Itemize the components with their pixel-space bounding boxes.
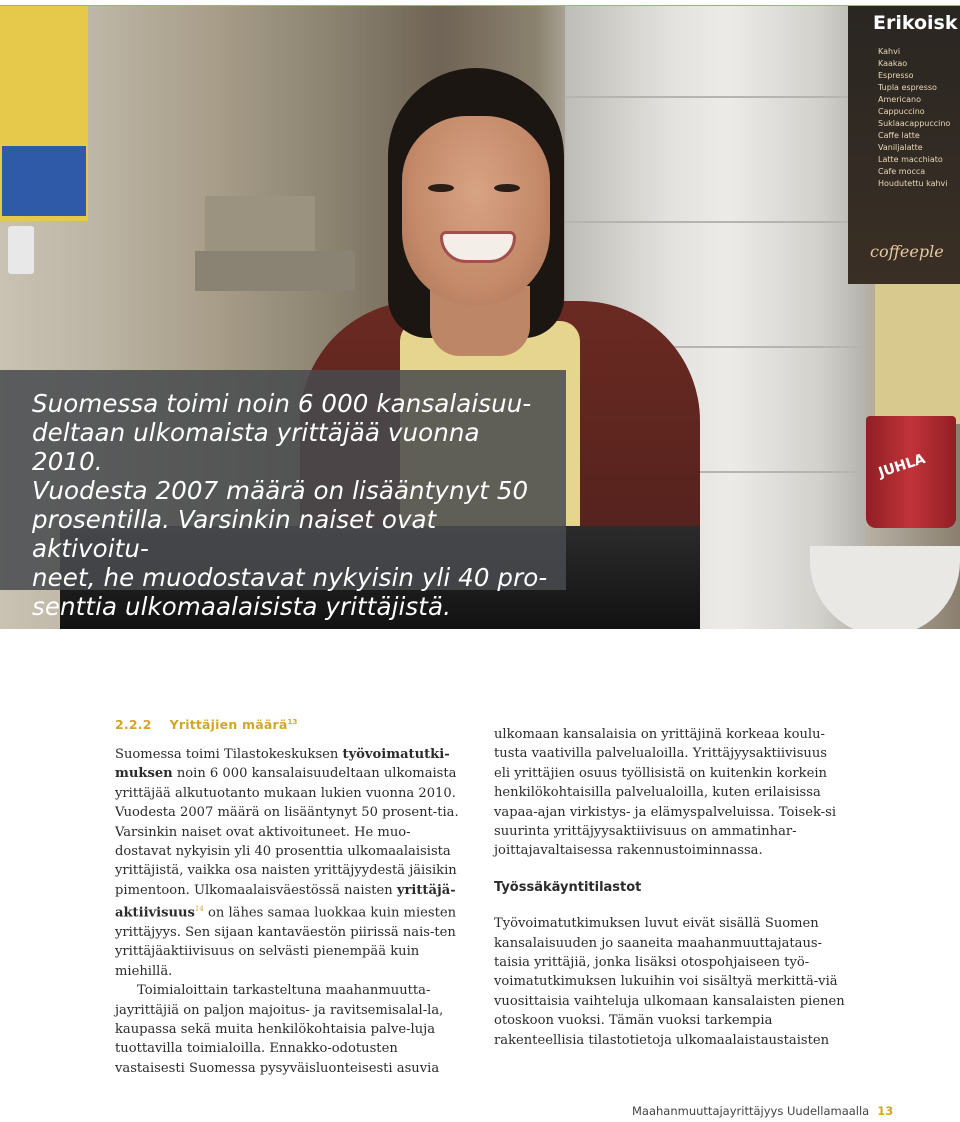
paragraph [115,745,467,981]
menu-item: Kahvi [878,47,901,56]
paragraph: Työvoimatutkimuksen luvut eivät sisällä Suomen kansalaisuuden jo saaneita maahanmuuttajataus-taisia yrittäjiä, jonka lisäksi otospohjaiseen työ-voimatutkimuksen lukuihin voi sisältyä merkittä-viä vuosittaisia vaihteluja ulkomaan kansalaisten pienen otoskoon vuoksi. Tämän vuoksi tarkempia rakenteellisia tilastotietoja ulkomaalaistaustaisten [494,916,845,1048]
caption-line: neet, he muodostavat nykyisin yli 40 pro- [32,563,548,592]
publication-title: Maahanmuuttajayrittäjyys Uudellamaalla [632,1104,870,1118]
right-eye [494,184,520,192]
page-footer [632,1104,893,1118]
menu-item: Espresso [878,71,914,80]
subheading: Työssäkäyntitilastot [494,879,642,895]
caption-line: senttia ulkomaalaisista yrittäjistä. [32,592,451,621]
wall-notice [2,146,86,216]
menu-item: Caffe latte [878,131,920,140]
side-shelf [875,284,960,424]
caption-line: Suomessa toimi noin 6 000 kansalaisuu- [32,389,532,418]
menu-item: Americano [878,95,921,104]
section-title: Yrittäjien määrä [169,717,288,732]
caption-line: deltaan ulkomaista yrittäjää vuonna 2010. [32,418,480,476]
pillar-seam [565,96,865,98]
bold-term: työvoimatutki-muksen [115,747,450,782]
menu-item: Kaakao [878,59,908,68]
menu-item: Tupla espresso [878,83,937,92]
menu-items [878,46,950,190]
menu-item: Vaniljalatte [878,143,923,152]
right-text-column [494,725,846,1050]
menu-item: Cappuccino [878,107,925,116]
caption-line: prosentilla. Varsinkin naiset ovat aktivoitu- [32,505,437,563]
wall-socket [8,226,34,274]
cup-label: JUHLA [876,450,928,482]
pillar-seam [565,221,865,223]
section-heading [115,717,298,732]
kitchen-shelf [195,251,355,291]
footnote-ref: 13 [287,717,298,726]
section-number: 2.2.2 [115,717,152,732]
footnote-ref: 14 [194,905,204,914]
text-run: on lähes samaa luokkaa kuin miesten yrittäjyys. Sen sijaan kantaväestön piirissä nais-ten yrittäjäaktiivisuus on selvästi pienempää kuin miehillä. [115,905,457,979]
menu-brand: coffeeple [870,242,944,261]
paragraph: ulkomaan kansalaisia on yrittäjinä korkeaa koulu-tusta vaativilla palvelualoilla. Yrittäjyysaktiivisuus eli yrittäjien osuus työllisistä on kuitenkin korkein henkilökohtaisilla palvelualoilla, kuten erilaisissa vapaa-ajan virkistys- ja elämyspalveluissa. Toisek-si suurinta yrittäjyysaktiivisuus on ammatinhar-joittajavaltaisessa rakennustoiminnassa. [494,727,837,859]
smile [440,231,516,263]
kitchen-cabinet [205,196,315,251]
text-run: Suomessa toimi Tilastokeskuksen [115,747,343,762]
text-run: noin 6 000 kansalaisuudeltaan ulkomaista yrittäjää alkutuotanto mukaan lukien vuonna 2010. Vuodesta 2007 määrä on lisääntynyt 50 prosent-tia. Varsinkin naiset ovat aktivoituneet. He muo-dostavat nykyisin yli 40 prosenttia ulkomaalaisista yrittäjistä, vaikka osa naisten yrittäjyydestä jäisikin pimentoon. Ulkomaalaisväestössä naisten [115,766,459,898]
photo-caption [32,389,552,621]
menu-item: Houdutettu kahvi [878,179,948,188]
menu-item: Latte macchiato [878,155,943,164]
left-eye [428,184,454,192]
paragraph: Toimialoittain tarkasteltuna maahanmuutta-jayrittäjiä on paljon majoitus- ja ravitsemisalal-la, kaupassa sekä muita henkilökohtaisia palve-luja tuottavilla toimialoilla. Ennakko-odotusten vastaisesti Suomessa pysyväisluonteisesti asuvia [115,983,444,1076]
page-number: 13 [877,1104,894,1118]
menu-item: Cafe mocca [878,167,926,176]
menu-item: Suklaacappuccino [878,119,951,128]
menu-title: Erikoisk [873,12,958,34]
caption-line: Vuodesta 2007 määrä on lisääntynyt 50 [32,476,529,505]
smiling-face [402,116,550,306]
bold-term: yrittäjä-aktiivisuus [115,882,456,921]
left-text-column [115,745,467,1078]
